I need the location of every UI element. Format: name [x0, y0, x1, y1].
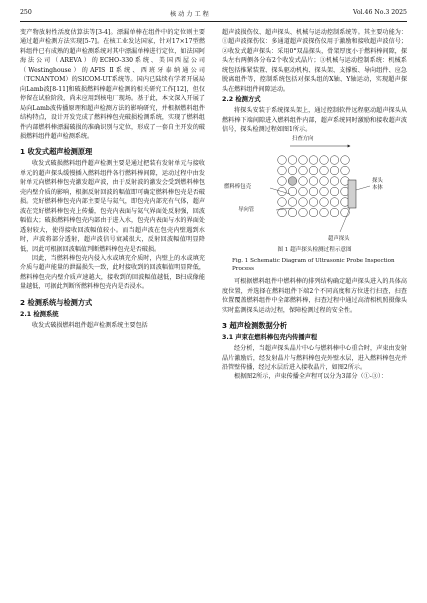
figure-1 — [222, 135, 407, 246]
fuel-rod — [330, 187, 339, 196]
paragraph-after-figure: 可根据燃料组件中燃料棒的排列结构确定超声探头进入的具体高度位置，并选择在燃料组件下端2个不同高度和方位进行扫查，扫查位置覆盖燃料组件中全部燃料棒，扫查过程中通过高清相机照摄像头实时监测探头运动过程，保障检测过程的安全性。 — [222, 278, 407, 314]
fuel-rod — [309, 166, 318, 175]
fuel-rod — [288, 155, 297, 164]
fuel-rod — [278, 176, 287, 185]
probe-body — [348, 180, 356, 208]
fuel-rod — [299, 176, 308, 185]
fuel-rod — [320, 187, 329, 196]
ultrasonic-probe-label: 超声探头 — [328, 235, 350, 242]
fuel-rod — [309, 155, 318, 164]
fuel-rod — [299, 155, 308, 164]
figure-caption-cn: 图 1 超声探头检测过程示意图 — [277, 246, 352, 253]
guide-tube-label: 导向管 — [238, 206, 255, 213]
section-2-1-paragraph: 收发式破损燃料组件超声检测系统主要包括 — [32, 321, 148, 329]
volume-info: Vol.46 No.3 2025 — [352, 9, 407, 16]
fuel-rod — [309, 208, 318, 217]
fuel-rod — [309, 176, 318, 185]
right-column — [222, 28, 407, 382]
journal-name: 核 动 力 工 程 — [170, 11, 209, 18]
fuel-rod — [320, 176, 329, 185]
fuel-rod — [299, 208, 308, 217]
section-1-title: 1 收发式超声检测原理 — [20, 147, 93, 157]
guide-tube — [288, 176, 297, 185]
section-2-1-title: 2.1 检测系统 — [20, 310, 59, 318]
page-number: 250 — [20, 9, 32, 16]
fuel-rod — [341, 155, 350, 164]
fuel-rod — [299, 197, 308, 206]
fuel-rod-label: 燃料棒包壳 — [224, 183, 251, 190]
section-3-1-title: 3.1 声束在燃料棒包壳内传播声程 — [222, 334, 318, 342]
fuel-rod — [278, 155, 287, 164]
probe-diagram — [230, 135, 400, 246]
continued-paragraph: 超声波损伤仪、超声探头、机械与运动控制系统等。其主要功能为：①超声波探伤仪：多通道超声波探伤仪用于激励和接收超声波信号；②收发式超声探头：采用0°双晶探头，骨架厚度小于燃料棒间隙，探头左右两侧各分布2个收发式晶片；③机械与运动控制系统：机械系统包括推紧装置、探头驱动机构、探头架、支撑板、导向组件、应急脱离组件等，控制系统包括对探头组的X轴、Y轴运动，实现超声探头在燃料组件间隙运动。 — [222, 29, 407, 93]
fuel-rod — [330, 166, 339, 175]
fuel-rod — [320, 208, 329, 217]
fuel-rod — [288, 197, 297, 206]
header-rule — [20, 21, 407, 22]
fuel-rod — [309, 187, 318, 196]
section-1-paragraph: 收发式破损燃料组件超声检测主要是通过把装有发射单元与接收单元的超声探头缓慢插入燃料组件各行燃料棒间隙，运动过程中由发射单元向燃料棒包壳激发超声波，由于反射波的激发会受到燃料棒包壳内壁介质的影响，根据反射回波的幅值即可确定燃料棒包壳是否破损。完好燃料棒包壳内部主要是与氦气，即包壳内部充有气体，超声波在完好燃料棒包壳上传播，包壳内表面与氦气界面处反射强，回波幅值大；破损燃料棒包壳内部由于进入水，包壳内表面与水的界面处透射较大，使得接收回波幅值较小。而当超声波在包壳内壁遇到水时，声波将部分透射，超声波信号衰减很大，反射回波幅值明显降低，因此可根据回波幅值判断燃料棒包壳是否破损。 — [20, 160, 205, 253]
section-3-1-paragraph-2: 根据图2所示，声束传播全声程可以分为3部分（①-③）： — [234, 373, 388, 381]
fuel-rod — [288, 208, 297, 217]
section-2-title: 2 检测系统与检测方式 — [20, 297, 93, 307]
fuel-rod — [309, 197, 318, 206]
scan-direction-label: 扫查方向 — [292, 135, 314, 142]
fuel-rod — [341, 166, 350, 175]
section-3-1-paragraph: 经分析，当超声探头晶片中心与燃料棒中心重合时，声束由发射晶片激励后，经发射晶片与燃料棒包壳外壁水层，进入燃料棒包壳并沿管壁传播，经过水层后进入接收晶片，如图2所示。 — [222, 345, 407, 372]
fuel-rod — [320, 197, 329, 206]
section-3-title: 3 超声检测数据分析 — [222, 321, 288, 331]
fuel-rod — [330, 208, 339, 217]
fuel-rod-grid — [278, 155, 350, 216]
left-column — [20, 28, 205, 330]
figure-caption-en: Fig. 1 Schematic Diagram of Ultrasonic Probe Inspection Process — [232, 258, 395, 272]
fuel-rod — [330, 155, 339, 164]
probe-body-label: 探头 本体 — [372, 177, 383, 191]
fuel-rod — [330, 176, 339, 185]
fuel-rod — [288, 187, 297, 196]
fuel-rod — [278, 197, 287, 206]
section-2-2-paragraph: 将探头安装于系统探头架上，通过控制软件远程驱动超声探头从燃料棒下端间隙进入燃料组件内部，超声系统同时激励和接收超声波信号，探头检测过程如图1所示。 — [222, 107, 407, 134]
fuel-rod — [330, 197, 339, 206]
running-header — [20, 9, 407, 20]
fuel-rod — [299, 187, 308, 196]
section-1-paragraph-2: 因此，当燃料棒包壳内侵入水或填充介质时，内壁上的水或填充介质与超声能量的泄漏损失一致，此时接收到的回波幅值明显降低，燃料棒包壳内壁介质声速越大，接收到的回波幅值越低，B扫成像能量越低，可据此判断所燃料棒包壳内是否浸水。 — [20, 254, 205, 291]
fuel-rod — [288, 166, 297, 175]
section-2-2-title: 2.2 检测方式 — [222, 96, 261, 104]
fuel-rod — [320, 166, 329, 175]
fuel-rod — [320, 155, 329, 164]
fuel-rod — [299, 166, 308, 175]
fuel-rod — [278, 166, 287, 175]
intro-paragraph: 变产物放射性活度估算法等[3-4]。漂漏单棒在组件中的定位则主要通过超声检测方法实现[5-7]。在核工业发达国家，针对17×17型燃料组件已有成熟的超声检测系统对其中漂漏单棒进行定位，如法国阿海法公司（AREVA）的ECHO-330系统、美国西屋公司（Westinghouse）的AFIS Ⅱ系统、西班牙泰纳通公司（TCNANTOM）的SICOM-UT系统等。国内已陆续有学者开展局向Lamb波[8-11]和破损燃料棒超声检测的相关研究工作[12]，但仅停留在试验阶段，尚未应用到核电厂现场。基于此，本文深入开展了局向Lamb波传播原理和超声检测方法的影响研究，并根据燃料组件结构特点，设计开发完成了燃料棒包壳破损检测系统，实现了燃料组件内部燃料棒漂漏破损的准确识别与定位，形成了一套自主开发的破损燃料组件超声检测系统。 — [20, 29, 205, 140]
